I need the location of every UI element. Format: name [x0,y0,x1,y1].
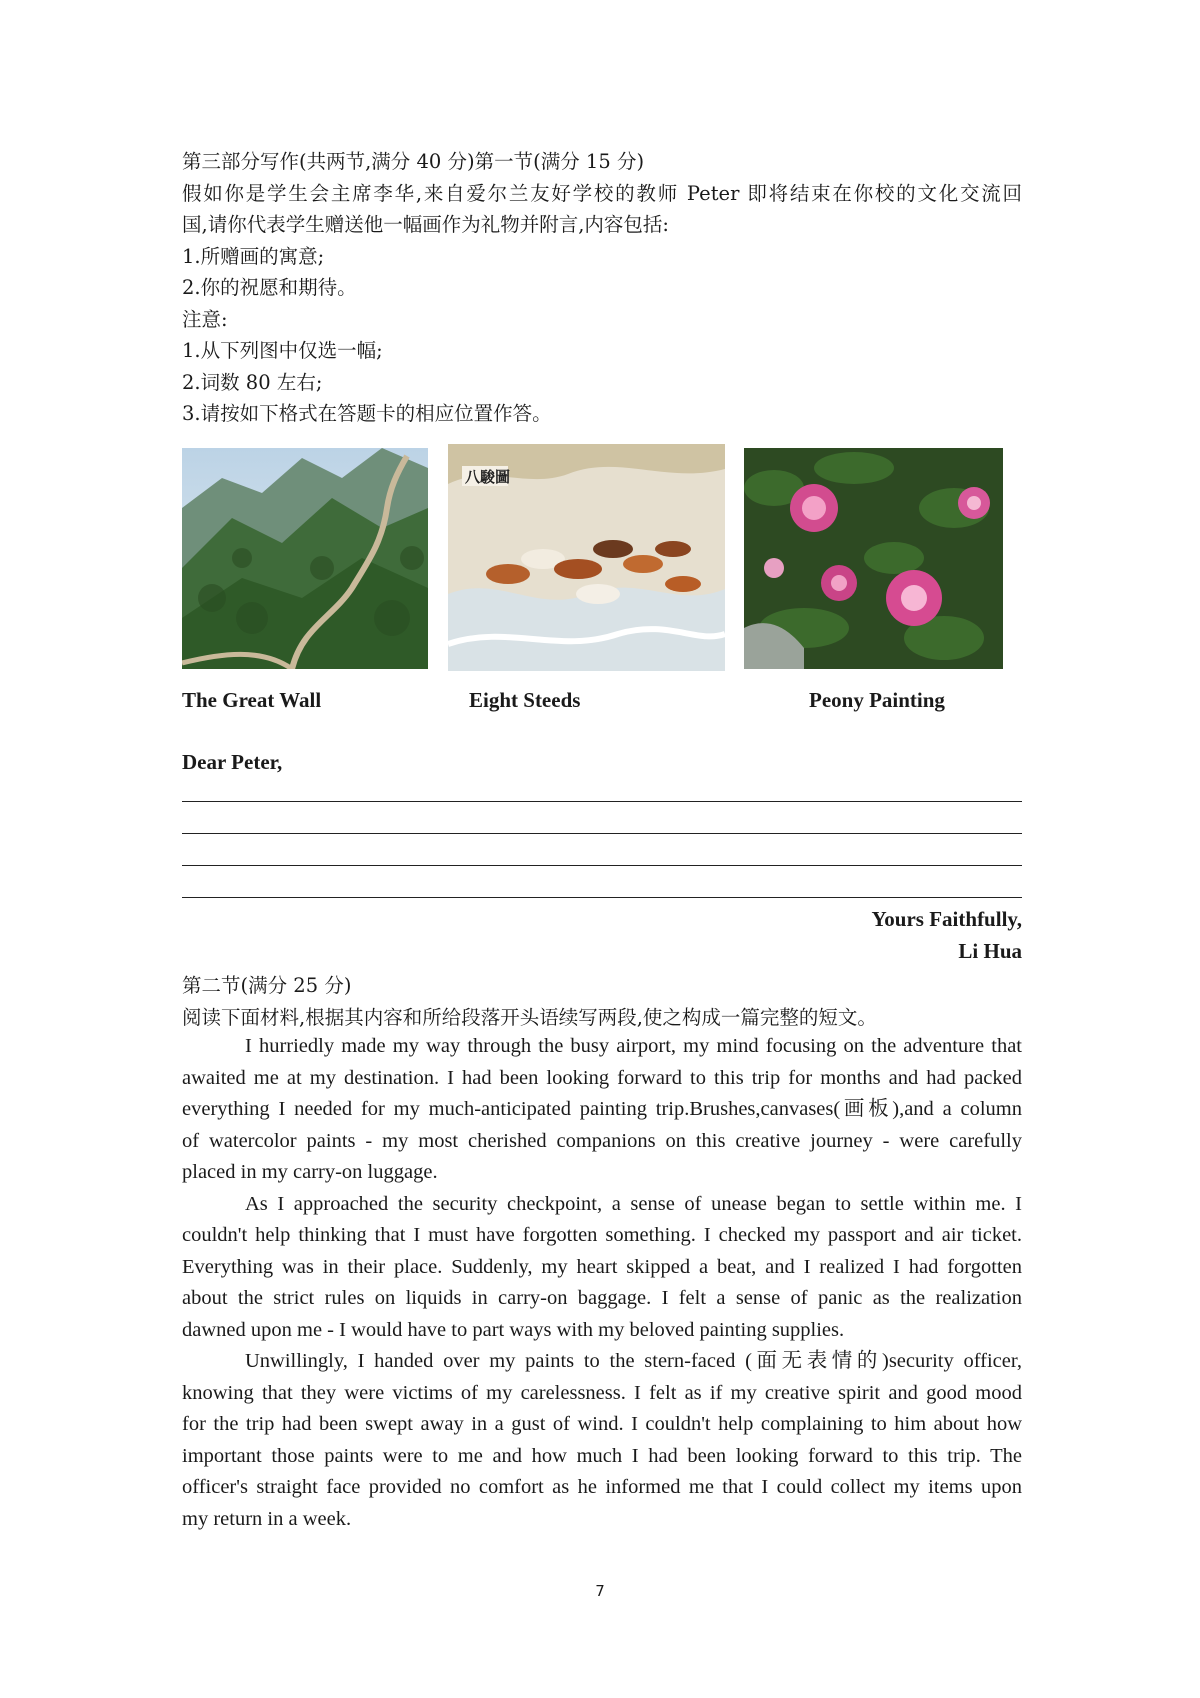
prompt-line: 假如你是学生会主席李华,来自爱尔兰友好学校的教师 Peter 即将结束在你校的文化交流回 [182,181,1022,205]
picture-caption: Peony Painting [809,688,945,712]
text-line: I hurriedly made my way through the busy airport, my mind focusing on the adventure that [245,1035,1022,1057]
eight-horses-painting [448,444,725,671]
salutation: Dear Peter, [182,750,283,774]
picture-caption: Eight Steeds [469,688,581,712]
continuation-instruction: 阅读下面材料,根据其内容和所给段落开头语续写两段,使之构成一篇完整的短文。 [182,1005,877,1029]
text-line: knowing that they were victims of my carelessness. I felt as if my creative spirit and good mood [182,1381,1022,1404]
text-line: placed in my carry-on luggage. [182,1161,438,1183]
text-line: awaited me at my destination. I had been looking forward to this trip for months and had packed [182,1066,1022,1089]
closing: Yours Faithfully, [871,907,1022,931]
notice-label: 注意: [182,307,228,331]
text-line: of watercolor paints - my most cherished companions on this creative journey - were carefully [182,1129,1022,1152]
notice-item: 1.从下列图中仅选一幅; [182,339,383,362]
prompt-line: 国,请你代表学生赠送他一幅画作为礼物并附言,内容包括: [182,213,669,236]
text-line: Everything was in their place. Suddenly, my heart skipped a beat, and I realized I had forgotten [182,1255,1022,1278]
notice-item: 2.词数 80 左右; [182,370,323,394]
story-paragraph [182,1031,1022,1189]
text-line: couldn't help thinking that I must have forgotten something. I checked my passport and air ticket. [182,1224,1022,1246]
text-line: everything I needed for my much-anticipated painting trip.Brushes,canvases(画板),and a column [182,1098,1022,1120]
answer-line[interactable] [182,801,1022,802]
text-line: for the trip had been swept away in a gust of wind. I couldn't help complaining to him about how [182,1413,1022,1435]
great-wall-photo [182,448,428,669]
story-paragraph [182,1346,1022,1535]
writing-section [182,146,1022,430]
text-line: important those paints were to me and how much I had been looking forward to this trip. The [182,1444,1022,1467]
answer-line[interactable] [182,833,1022,834]
peony-flowers-photo [744,448,1003,669]
text-line: dawned upon me - I would have to part ways with my beloved painting supplies. [182,1318,845,1341]
continuation-header: 第二节(满分 25 分) [182,974,352,997]
text-line: my return in a week. [182,1507,352,1530]
content-item: 2.你的祝愿和期待。 [182,276,357,299]
answer-line[interactable] [182,897,1022,898]
notice-item: 3.请按如下格式在答题卡的相应位置作答。 [182,402,552,425]
seal-text: 八駿圖 [465,468,511,486]
text-line: Unwillingly, I handed over my paints to the stern-faced (面无表情的)security officer, [245,1350,1022,1372]
text-line: about the strict rules on liquids in carry-on baggage. I felt a sense of panic as the realization [182,1287,1022,1309]
writing-header: 第三部分写作(共两节,满分 40 分)第一节(满分 15 分) [182,150,645,173]
story-passage [182,1031,1022,1535]
content-item: 1.所赠画的寓意; [182,244,325,268]
text-line: As I approached the security checkpoint, a sense of unease began to settle within me. I [245,1192,1022,1215]
signature: Li Hua [958,939,1022,963]
continuation-section [182,970,1022,1033]
text-line: officer's straight face provided no comfort as he informed me that I could collect my items upon [182,1476,1022,1498]
answer-line[interactable] [182,865,1022,866]
page-number: 7 [595,1582,605,1600]
picture-caption: The Great Wall [182,688,322,712]
story-paragraph [182,1189,1022,1347]
